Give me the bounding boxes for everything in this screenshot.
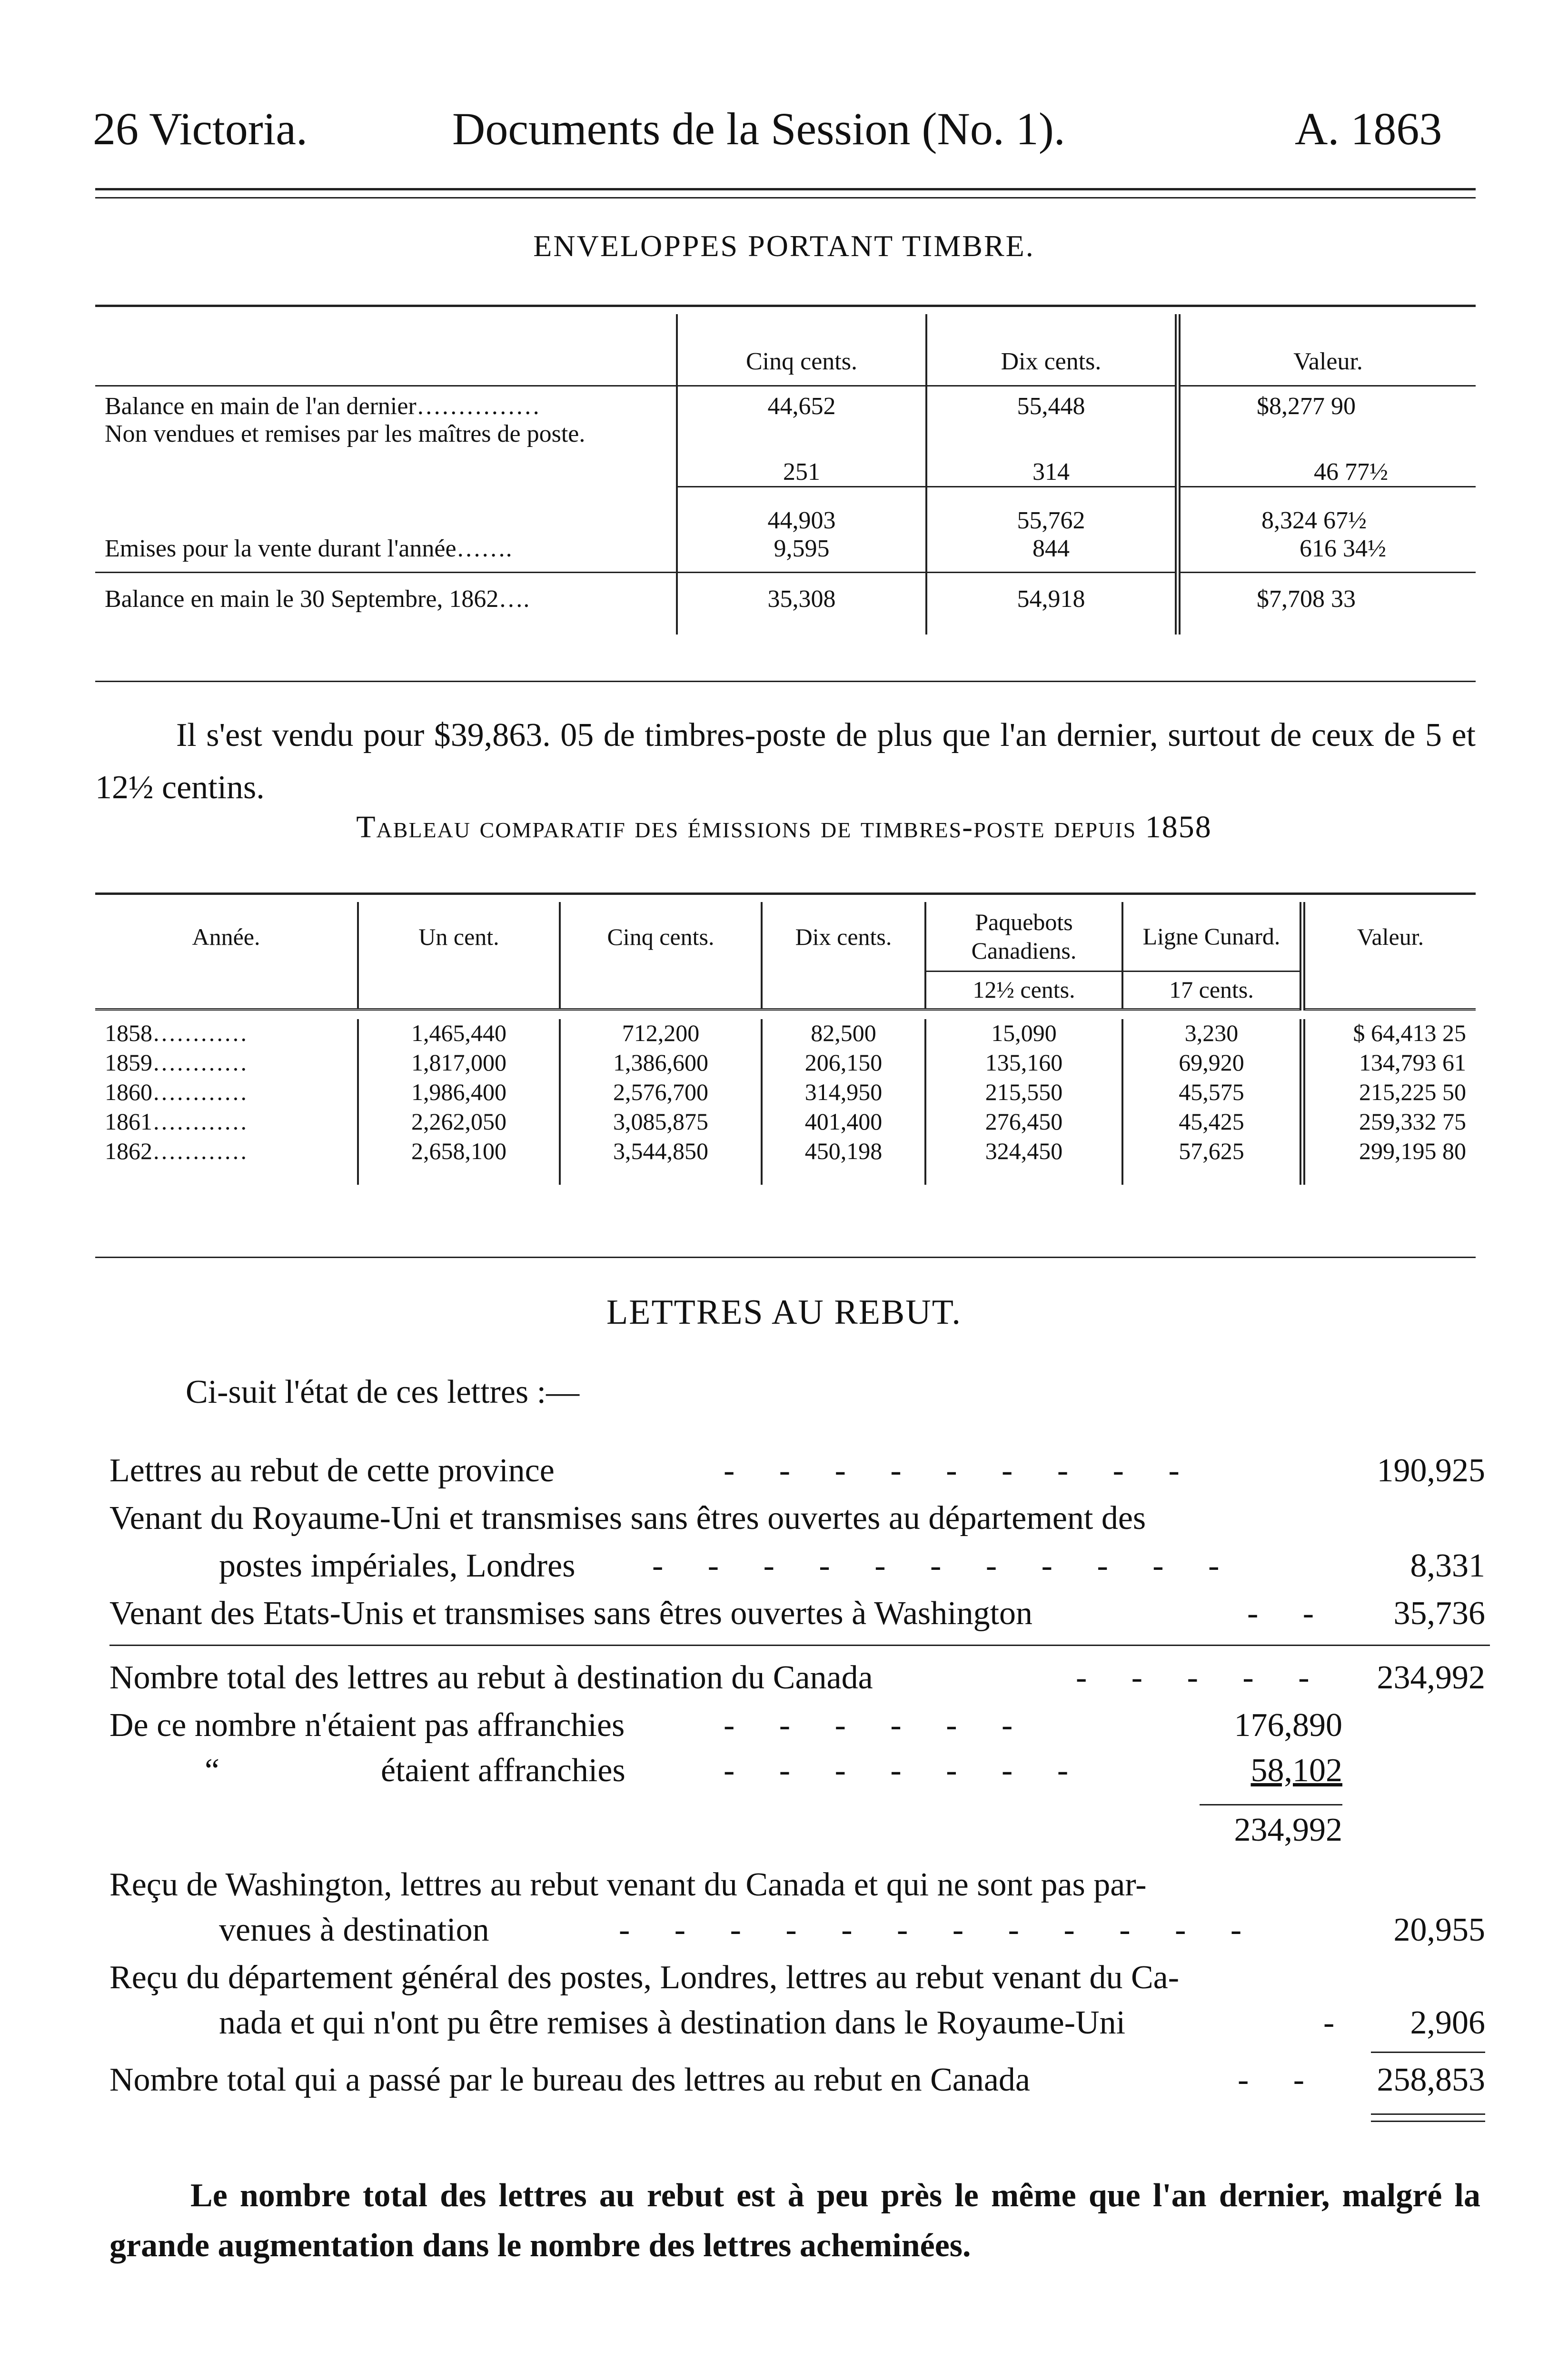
tab-row-dix: 206,150 <box>762 1049 925 1078</box>
lettres-line-label: Venant des Etats-Unis et transmises sans êtres ouvertes à Washington <box>109 1595 1033 1632</box>
tab-row-un: 2,658,100 <box>358 1137 560 1185</box>
env-row-dix: 54,918 <box>926 573 1178 635</box>
tab-row-un: 1,986,400 <box>358 1078 560 1108</box>
tableau-title: Tableau comparatif des émissions de timbres-poste depuis 1858 <box>356 810 1212 844</box>
lettres-line-label: Lettres au rebut de cette province <box>109 1452 555 1489</box>
tab-row-un: 1,465,440 <box>358 1019 560 1049</box>
col-un-cent: Un cent. <box>358 902 560 971</box>
sum-rule <box>109 1645 1490 1646</box>
tab-row-cinq: 712,200 <box>560 1019 762 1049</box>
ditto-mark: “ <box>205 1752 220 1789</box>
leader-dashes: - - <box>1238 2062 1323 2098</box>
lettres-intro: Ci-suit l'état de ces lettres :— <box>186 1374 580 1410</box>
env-row-cinq: 251 <box>677 420 926 487</box>
leader-dashes: - - - - - - - - - - - <box>652 1547 1238 1584</box>
header-right: A. 1863 <box>1295 103 1442 154</box>
header-center: Documents de la Session (No. 1). <box>452 103 1065 154</box>
lettres-value: 190,925 <box>1377 1452 1485 1489</box>
paragraph-timbres: Il s'est vendu pour $39,863. 05 de timbres-poste de plus que l'an dernier, surtout de ceux de 5 et 12½ centins. <box>95 717 1476 806</box>
tab-row-cun: 3,230 <box>1122 1019 1302 1049</box>
lettres-line-label: venues à destination <box>219 1912 489 1948</box>
leader-dashes: - - <box>1247 1595 1332 1632</box>
env-row-valeur: 8,324 67½ <box>1178 487 1476 535</box>
leader-dashes: - - - - - - <box>724 1707 1031 1744</box>
lettres-title: LETTRES AU REBUT. <box>606 1293 962 1332</box>
lettres-line-label: nada et qui n'ont pu être remises à destination dans le Royaume-Uni <box>219 2004 1126 2041</box>
env-row-dix: 55,762 <box>926 487 1178 535</box>
lettres-value: 20,955 <box>1393 1912 1485 1948</box>
total-double-rule <box>1371 2113 1485 2122</box>
lettres-line-label: étaient affranchies <box>381 1752 625 1789</box>
lettres-value: 35,736 <box>1393 1595 1485 1632</box>
lettres-value: 2,906 <box>1410 2004 1485 2041</box>
env-row-dix: 844 <box>926 535 1178 573</box>
tab-row-annee: 1859………… <box>105 1049 248 1076</box>
tab-row-paq: 15,090 <box>925 1019 1122 1049</box>
lettres-line-label: De ce nombre n'étaient pas affranchies <box>109 1707 625 1744</box>
tab-row-dix: 401,400 <box>762 1108 925 1137</box>
leader-dashes: - - - - - <box>1076 1659 1328 1696</box>
leader-dashes: - - - - - - - - - <box>724 1452 1198 1489</box>
lettres-value: 8,331 <box>1410 1547 1485 1584</box>
env-row-cinq: 44,903 <box>677 487 926 535</box>
sub-paquebots: 12½ cents. <box>925 971 1122 1009</box>
lettres-line-label: Nombre total des lettres au rebut à destination du Canada <box>109 1659 873 1696</box>
header-left: 26 Victoria. <box>93 103 308 154</box>
col-paquebots: Paquebots Canadiens. <box>925 902 1122 971</box>
leader-dashes: - - - - - - - - - - - - <box>619 1912 1260 1948</box>
subtotal-rule <box>1200 1804 1342 1805</box>
lettres-line-label: postes impériales, Londres <box>219 1547 576 1584</box>
env-row-valeur: $8,277 90 <box>1178 386 1476 420</box>
enveloppes-top-rule <box>95 305 1476 307</box>
tableau-top-rule <box>95 892 1476 895</box>
tab-row-annee: 1858………… <box>105 1019 248 1046</box>
sub-cunard: 17 cents. <box>1122 971 1302 1009</box>
tab-row-un: 2,262,050 <box>358 1108 560 1137</box>
env-row-cinq: 44,652 <box>677 386 926 420</box>
tab-row-annee: 1861………… <box>105 1108 248 1135</box>
enveloppes-table <box>95 314 1476 635</box>
tab-row-dix: 82,500 <box>762 1019 925 1049</box>
tab-row-cinq: 2,576,700 <box>560 1078 762 1108</box>
tab-row-val: 299,195 80 <box>1302 1137 1476 1185</box>
tab-row-val: 259,332 75 <box>1302 1108 1476 1137</box>
tab-row-un: 1,817,000 <box>358 1049 560 1078</box>
leader-dashes: - <box>1323 2004 1353 2041</box>
lettres-subvalue: 176,890 <box>1234 1707 1342 1744</box>
tableau-table <box>95 902 1476 1185</box>
env-row-label: Emises pour la vente durant l'année……. <box>105 535 512 562</box>
col-dix-header: Dix cents. <box>926 314 1178 386</box>
env-row-dix: 314 <box>926 420 1178 487</box>
env-row-dix: 55,448 <box>926 386 1178 420</box>
tab-row-paq: 276,450 <box>925 1108 1122 1137</box>
env-row-cinq: 35,308 <box>677 573 926 635</box>
tab-row-cinq: 3,085,875 <box>560 1108 762 1137</box>
tab-row-val: 134,793 61 <box>1302 1049 1476 1078</box>
lettres-subvalue: 58,102 <box>1250 1752 1342 1789</box>
env-row-label: Non vendues et remises par les maîtres de poste. <box>105 420 586 447</box>
env-row-label: Balance en main le 30 Septembre, 1862…. <box>105 585 530 613</box>
col-dix-cents: Dix cents. <box>762 902 925 971</box>
col-valeur-header: Valeur. <box>1178 314 1476 386</box>
lettres-total: 258,853 <box>1377 2062 1485 2098</box>
lettres-line-label: Venant du Royaume-Uni et transmises sans êtres ouvertes au département des <box>109 1500 1146 1537</box>
env-row-valeur: 46 77½ <box>1178 420 1476 487</box>
leader-dashes: - - - - - - - <box>724 1752 1087 1789</box>
lettres-line-label: Reçu de Washington, lettres au rebut venant du Canada et qui ne sont pas par- <box>109 1866 1147 1903</box>
tab-row-cinq: 1,386,600 <box>560 1049 762 1078</box>
total-rule <box>1371 2052 1485 2053</box>
tab-row-cun: 45,425 <box>1122 1108 1302 1137</box>
header-rule <box>95 188 1476 198</box>
col-annee: Année. <box>192 923 260 950</box>
tab-row-val: $ 64,413 25 <box>1302 1019 1476 1049</box>
tab-row-cun: 45,575 <box>1122 1078 1302 1108</box>
env-row-valeur: 616 34½ <box>1178 535 1476 573</box>
paragraph-conclusion: Le nombre total des lettres au rebut est à peu près le même que l'an dernier, malgré la grande augmentation dans le nombre des lettres acheminées. <box>109 2177 1480 2264</box>
tab-row-dix: 314,950 <box>762 1078 925 1108</box>
tab-row-val: 215,225 50 <box>1302 1078 1476 1108</box>
col-cinq-cents: Cinq cents. <box>560 902 762 971</box>
col-valeur: Valeur. <box>1302 902 1476 971</box>
lettres-line-label: Nombre total qui a passé par le bureau des lettres au rebut en Canada <box>109 2062 1030 2098</box>
tableau-bottom-rule <box>95 1257 1476 1258</box>
env-row-label: Balance en main de l'an dernier…………… <box>105 392 540 420</box>
enveloppes-title: ENVELOPPES PORTANT TIMBRE. <box>533 229 1035 263</box>
tab-row-cinq: 3,544,850 <box>560 1137 762 1185</box>
tab-row-paq: 324,450 <box>925 1137 1122 1185</box>
lettres-line-label: Reçu du département général des postes, Londres, lettres au rebut venant du Ca- <box>109 1959 1180 1996</box>
tab-row-cun: 57,625 <box>1122 1137 1302 1185</box>
enveloppes-bottom-rule <box>95 681 1476 682</box>
col-cunard: Ligne Cunard. <box>1122 902 1302 971</box>
col-cinq-header: Cinq cents. <box>677 314 926 386</box>
tab-row-dix: 450,198 <box>762 1137 925 1185</box>
tab-row-paq: 215,550 <box>925 1078 1122 1108</box>
tab-row-cun: 69,920 <box>1122 1049 1302 1078</box>
env-row-cinq: 9,595 <box>677 535 926 573</box>
tab-row-annee: 1860………… <box>105 1078 248 1105</box>
lettres-subtotal: 234,992 <box>1234 1812 1342 1848</box>
tab-row-annee: 1862………… <box>105 1137 248 1164</box>
tab-row-paq: 135,160 <box>925 1049 1122 1078</box>
env-row-valeur: $7,708 33 <box>1178 573 1476 635</box>
lettres-value: 234,992 <box>1377 1659 1485 1696</box>
